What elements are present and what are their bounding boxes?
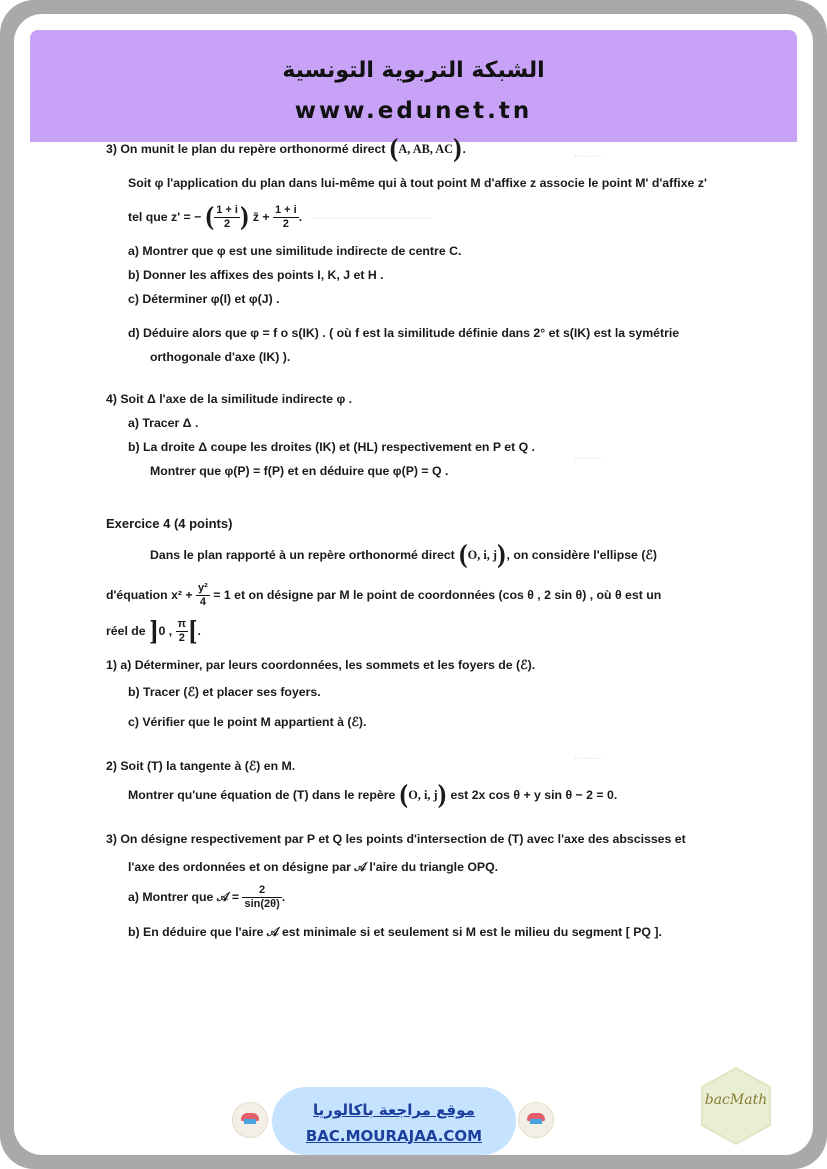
bleed-text: ......... <box>574 450 602 462</box>
bookstack-logo-icon <box>232 1102 268 1138</box>
frac1-den: 2 <box>224 218 231 230</box>
q4-b1: b) La droite Δ coupe les droites (IK) et (HL) respectivement en P et Q . <box>128 440 535 454</box>
q3-line3-mid: z̄ + <box>252 209 270 224</box>
ex4-p2b: Montrer qu'une équation de (T) dans le repère (O, i, j) est 2x cos θ + y sin θ − 2 = 0. <box>128 779 618 811</box>
ex4-intro1-end: , on considère l'ellipse (ℰ) <box>506 548 657 562</box>
bacmath-logo-text: bacMath <box>704 1092 768 1108</box>
ex4-intro2-end: = 1 et on désigne par M le point de coordonnées (cos θ , 2 sin θ) , où θ est un <box>213 587 662 602</box>
ex4-p3a: a) Montrer que 𝒜 = $\frac{2}{\sin(2\theta)}$ . <box>128 884 286 910</box>
bleed-text: ......... <box>574 148 602 160</box>
ex4-frame: O, i, j <box>467 548 498 562</box>
ex4-p3-1: 3) On désigne respectivement par P et Q les points d'intersection de (T) avec l'axe des abscisses et <box>106 832 686 846</box>
q3-line2: Soit φ l'application du plan dans lui-même qui à tout point M d'affixe z associe le point M' d'affixe z' <box>128 176 707 190</box>
q3-line3-start: tel que z' = − <box>128 209 202 224</box>
pi-den: 2 <box>178 632 185 644</box>
bleed-text: ......... <box>574 750 602 762</box>
q4-statement: 4) Soit Δ l'axe de la similitude indirecte φ . <box>106 392 353 406</box>
ex4-p3a-start: a) Montrer que 𝒜 = <box>128 889 240 904</box>
ex4-intro1: Dans le plan rapporté à un repère orthonormé direct (O, i, j), on considère l'ellipse (ℰ) <box>150 539 657 571</box>
interval-start: 0 , <box>158 623 173 638</box>
ex4-p3b: b) En déduire que l'aire 𝒜 est minimale si et seulement si M est le milieu du segment [ PQ ]. <box>128 925 662 939</box>
bleed-text: ...................................... <box>314 210 431 222</box>
document-page <box>14 14 813 1155</box>
q3-a: a) Montrer que φ est une similitude indirecte de centre C. <box>128 244 462 258</box>
q3-frame: A, AB, AC <box>398 142 454 156</box>
frac2-num: 1 + i <box>275 204 297 216</box>
ex4-intro1-start: Dans le plan rapporté à un repère orthonormé direct <box>150 548 455 562</box>
exam-content <box>14 14 813 1155</box>
q3-line1: 3) On munit le plan du repère orthonormé direct <box>106 142 386 156</box>
ex4-p3-2: l'axe des ordonnées et on désigne par 𝒜 l'aire du triangle OPQ. <box>128 860 499 874</box>
pi-num: π <box>177 618 187 630</box>
ex4-intro3-start: réel de <box>106 623 146 638</box>
y2-den: 4 <box>199 596 206 608</box>
ex4-p2b-frame: O, i, j <box>408 788 438 802</box>
ex4-p2b-end: est 2x cos θ + y sin θ − 2 = 0. <box>450 788 618 802</box>
footer-banner[interactable] <box>272 1087 516 1155</box>
ex4-p2a: 2) Soit (T) la tangente à (ℰ) en M. <box>106 759 296 773</box>
q3-b: b) Donner les affixes des points I, K, J et H . <box>128 268 384 282</box>
q4-a: a) Tracer Δ . <box>128 416 199 430</box>
ex4-p1a: 1) a) Déterminer, par leurs coordonnées, les sommets et les foyers de (ℰ). <box>106 658 536 672</box>
header-arabic-title: الشبكة التربوية التونسية <box>282 58 545 83</box>
bookstack-logo-icon <box>518 1102 554 1138</box>
frac2-den: 2 <box>282 218 289 230</box>
q4-b2: Montrer que φ(P) = f(P) et en déduire que φ(P) = Q . <box>150 464 449 478</box>
ex4-p1b: b) Tracer (ℰ) et placer ses foyers. <box>128 685 321 699</box>
footer-arabic-link[interactable]: موقع مراجعة باكالوريا <box>313 1101 475 1119</box>
q3-d2: orthogonale d'axe (IK) ). <box>150 350 291 364</box>
header-url: www.edunet.tn <box>294 98 533 124</box>
ex4-intro2-start: d'équation x² + <box>106 587 193 602</box>
frac1-num: 1 + i <box>216 204 238 216</box>
ex4-intro3: réel de ]0 , $\frac{\pi}{2}$ [. <box>106 615 201 647</box>
q3-line3: tel que z' = − ( $\frac{1 + i}{2}$ ) z̄ + $\frac{1 + i}{2}$ . <box>128 201 303 233</box>
exercise-title: Exercice 4 (4 points) <box>106 516 233 531</box>
area-den: sin(2θ) <box>244 898 280 910</box>
ex4-p2b-start: Montrer qu'une équation de (T) dans le repère <box>128 788 396 802</box>
q3-c: c) Déterminer φ(I) et φ(J) . <box>128 292 280 306</box>
q3-d1: d) Déduire alors que φ = f o s(IK) . ( où f est la similitude définie dans 2° et s(IK) est la symétrie <box>128 326 680 340</box>
ex4-intro2 <box>106 582 661 609</box>
q3-statement: 3) On munit le plan du repère orthonormé direct (A, AB, AC). <box>106 133 466 165</box>
area-num: 2 <box>242 884 281 898</box>
y2-num: y² <box>198 582 208 594</box>
footer-site-link[interactable]: BAC.MOURAJAA.COM <box>305 1127 483 1145</box>
ex4-p1c: c) Vérifier que le point M appartient à (ℰ). <box>128 715 367 729</box>
